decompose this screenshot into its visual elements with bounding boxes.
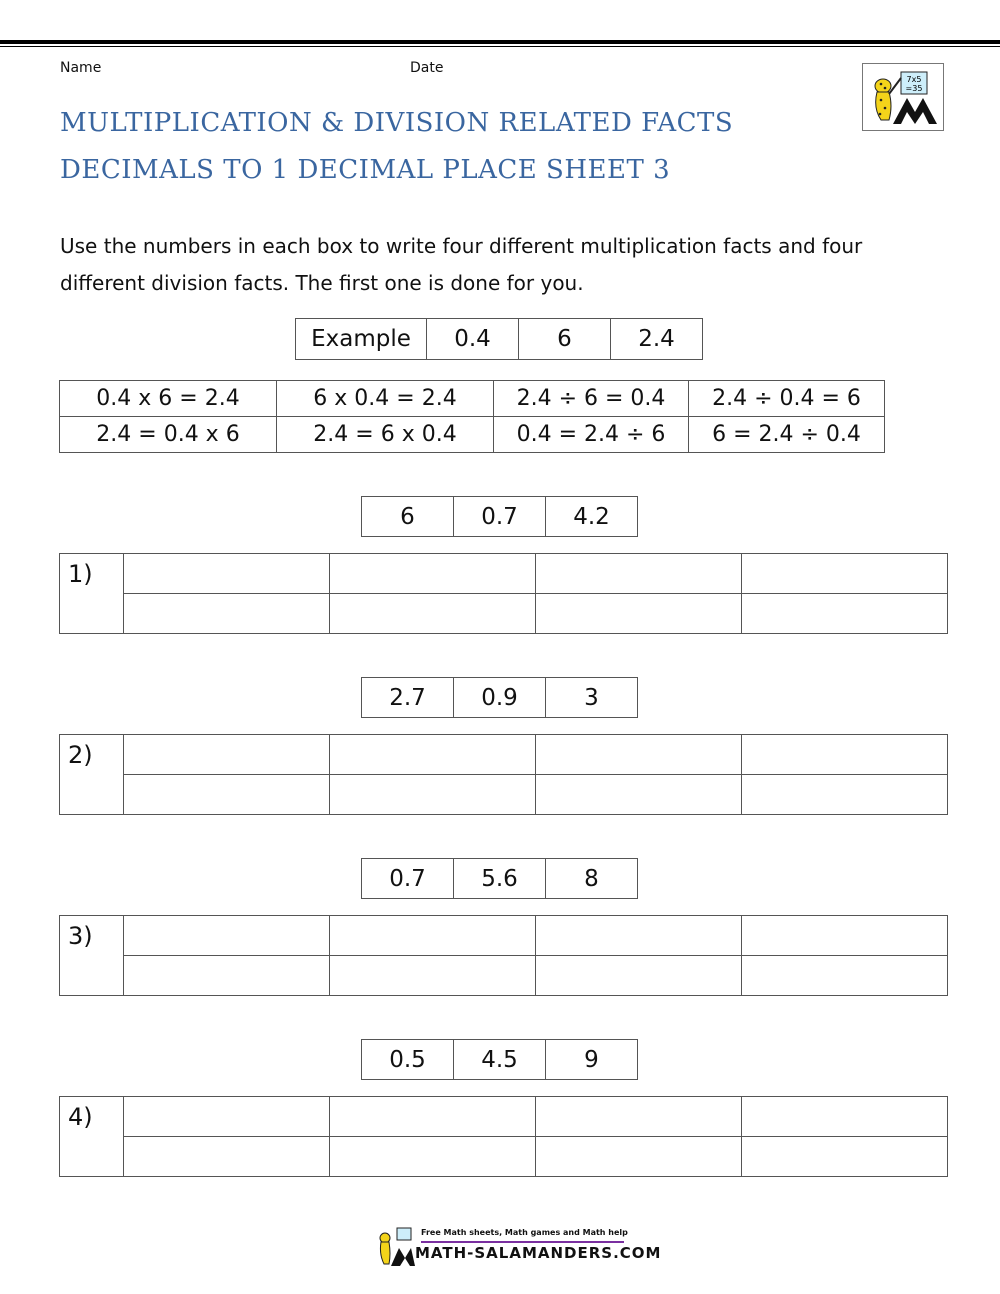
question-label: 1) — [60, 554, 124, 634]
question-3-answer-grid — [59, 915, 948, 996]
question-1-answer-grid — [59, 553, 948, 634]
top-border-thick — [0, 40, 1000, 44]
answer-cell[interactable] — [330, 735, 536, 775]
table-row — [60, 417, 885, 453]
answer-cell[interactable] — [742, 775, 948, 815]
answer-cell[interactable] — [330, 956, 536, 996]
fact-cell: 2.4 ÷ 6 = 0.4 — [494, 381, 689, 417]
question-2-answer-grid — [59, 734, 948, 815]
answer-cell[interactable] — [330, 1097, 536, 1137]
answer-cell[interactable] — [536, 916, 742, 956]
page-title-line2: DECIMALS TO 1 DECIMAL PLACE SHEET 3 — [60, 155, 671, 185]
question-4-answer-grid — [59, 1096, 948, 1177]
example-number: 2.4 — [611, 319, 703, 360]
name-label: Name — [60, 60, 102, 76]
question-4-numbers — [361, 1039, 638, 1080]
salamander-teacher-icon — [863, 64, 943, 130]
answer-cell[interactable] — [330, 775, 536, 815]
answer-cell[interactable] — [742, 956, 948, 996]
fact-cell: 6 = 2.4 ÷ 0.4 — [689, 417, 885, 453]
answer-cell[interactable] — [330, 916, 536, 956]
answer-cell[interactable] — [742, 554, 948, 594]
answer-cell[interactable] — [536, 554, 742, 594]
answer-cell[interactable] — [742, 916, 948, 956]
answer-cell[interactable] — [124, 1097, 330, 1137]
answer-cell[interactable] — [124, 594, 330, 634]
answer-cell[interactable] — [124, 775, 330, 815]
answer-cell[interactable] — [536, 1097, 742, 1137]
question-number: 4.2 — [546, 497, 638, 537]
question-number: 3 — [546, 678, 638, 718]
fact-cell: 0.4 x 6 = 2.4 — [60, 381, 277, 417]
answer-cell[interactable] — [742, 735, 948, 775]
answer-cell[interactable] — [330, 594, 536, 634]
question-number: 8 — [546, 859, 638, 899]
question-number: 0.9 — [454, 678, 546, 718]
fact-cell: 2.4 = 6 x 0.4 — [277, 417, 494, 453]
question-number: 5.6 — [454, 859, 546, 899]
answer-cell[interactable] — [330, 554, 536, 594]
question-label: 4) — [60, 1097, 124, 1177]
example-facts-table — [59, 380, 885, 453]
fact-cell: 6 x 0.4 = 2.4 — [277, 381, 494, 417]
question-number: 0.7 — [454, 497, 546, 537]
question-number: 9 — [546, 1040, 638, 1080]
fact-cell: 2.4 ÷ 0.4 = 6 — [689, 381, 885, 417]
answer-cell[interactable] — [536, 775, 742, 815]
footer-site-name: MATH-SALAMANDERS.COM — [415, 1244, 662, 1262]
question-number: 6 — [362, 497, 454, 537]
page-title-line1: MULTIPLICATION & DIVISION RELATED FACTS — [60, 108, 734, 138]
question-number: 4.5 — [454, 1040, 546, 1080]
example-number: 0.4 — [427, 319, 519, 360]
question-number: 0.7 — [362, 859, 454, 899]
date-label: Date — [410, 60, 444, 76]
question-label: 3) — [60, 916, 124, 996]
answer-cell[interactable] — [536, 956, 742, 996]
answer-cell[interactable] — [536, 735, 742, 775]
question-number: 2.7 — [362, 678, 454, 718]
answer-cell[interactable] — [742, 594, 948, 634]
footer-divider — [421, 1241, 624, 1243]
answer-cell[interactable] — [536, 594, 742, 634]
question-label: 2) — [60, 735, 124, 815]
svg-text:7x5: 7x5 — [906, 75, 922, 84]
footer-logo — [375, 1226, 662, 1268]
answer-cell[interactable] — [124, 735, 330, 775]
instructions: Use the numbers in each box to write four different multiplication facts and four different division facts. The first one is done for you. — [60, 234, 863, 295]
answer-cell[interactable] — [536, 1137, 742, 1177]
table-row — [60, 381, 885, 417]
answer-cell[interactable] — [124, 956, 330, 996]
example-numbers-box — [295, 318, 703, 360]
answer-cell[interactable] — [742, 1137, 948, 1177]
question-3-numbers — [361, 858, 638, 899]
footer-tagline: Free Math sheets, Math games and Math help — [421, 1228, 628, 1237]
salamander-logo — [862, 63, 944, 131]
fact-cell: 0.4 = 2.4 ÷ 6 — [494, 417, 689, 453]
svg-text:=35: =35 — [905, 84, 923, 93]
example-label: Example — [296, 319, 427, 360]
question-1-numbers — [361, 496, 638, 537]
answer-cell[interactable] — [124, 554, 330, 594]
answer-cell[interactable] — [330, 1137, 536, 1177]
answer-cell[interactable] — [124, 916, 330, 956]
salamander-footer-icon — [375, 1226, 415, 1268]
answer-cell[interactable] — [742, 1097, 948, 1137]
example-number: 6 — [519, 319, 611, 360]
top-border-thin — [0, 46, 1000, 47]
answer-cell[interactable] — [124, 1137, 330, 1177]
question-2-numbers — [361, 677, 638, 718]
fact-cell: 2.4 = 0.4 x 6 — [60, 417, 277, 453]
question-number: 0.5 — [362, 1040, 454, 1080]
